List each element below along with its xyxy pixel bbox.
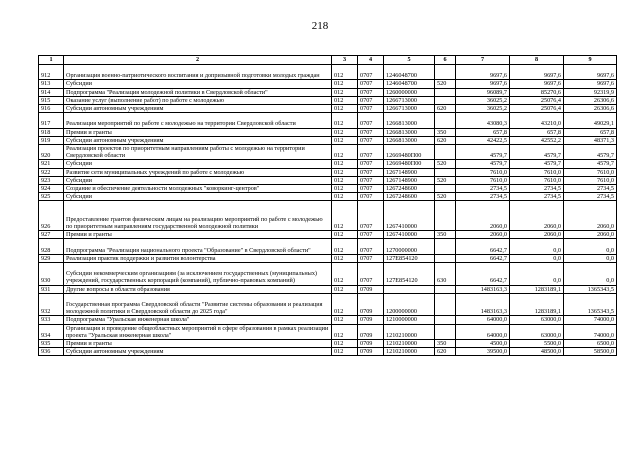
expense-type-cell — [435, 285, 456, 293]
ministry-code-cell: 012 — [332, 88, 358, 96]
section-code-cell: 0707 — [358, 201, 384, 231]
expense-type-cell — [435, 96, 456, 104]
target-article-cell: 1200000000 — [384, 293, 435, 316]
amount-year1-cell: 4500,0 — [456, 340, 510, 348]
target-article-cell: 1266813000 — [384, 128, 435, 136]
row-number-cell: 913 — [39, 80, 64, 88]
section-code-cell: 0709 — [358, 348, 384, 356]
amount-year2-cell: 0,0 — [510, 263, 564, 286]
expense-type-cell: 520 — [435, 160, 456, 168]
row-number-cell: 928 — [39, 239, 64, 254]
target-article-cell: 1210000000 — [384, 316, 435, 324]
expense-type-cell: 520 — [435, 193, 456, 201]
expense-type-cell — [435, 168, 456, 176]
amount-year1-cell: 657,8 — [456, 128, 510, 136]
header-cell: 9 — [564, 56, 617, 65]
table-row — [39, 324, 617, 339]
table-row — [39, 145, 617, 160]
amount-year2-cell: 63000,0 — [510, 324, 564, 339]
amount-year2-cell: 1283189,1 — [510, 285, 564, 293]
section-code-cell: 0709 — [358, 285, 384, 293]
expense-type-cell — [435, 113, 456, 128]
target-article-cell: 1260000000 — [384, 88, 435, 96]
target-article-cell: 1246048700 — [384, 65, 435, 80]
section-code-cell: 0707 — [358, 128, 384, 136]
table-row — [39, 316, 617, 324]
amount-year2-cell: 25076,4 — [510, 105, 564, 113]
table-row — [39, 65, 617, 80]
row-number-cell: 920 — [39, 145, 64, 160]
amount-year3-cell: 9697,6 — [564, 80, 617, 88]
ministry-code-cell: 012 — [332, 96, 358, 104]
amount-year2-cell: 9697,6 — [510, 65, 564, 80]
target-article-cell: 1267410000 — [384, 231, 435, 239]
ministry-code-cell: 012 — [332, 105, 358, 113]
amount-year3-cell: 2060,0 — [564, 201, 617, 231]
table-row — [39, 285, 617, 293]
header-cell: 1 — [39, 56, 64, 65]
row-name-cell: Субсидии — [64, 193, 332, 201]
row-name-cell: Реализация практик поддержки и развития волонтерства — [64, 254, 332, 262]
row-name-cell: Реализация проектов по приоритетным направлениям работы с молодежью на территории Свердловской области — [64, 145, 332, 160]
expense-type-cell: 350 — [435, 128, 456, 136]
row-name-cell: Премии и гранты — [64, 340, 332, 348]
header-cell: 6 — [435, 56, 456, 65]
row-number-cell: 931 — [39, 285, 64, 293]
row-name-cell: Субсидии автономным учреждениям — [64, 136, 332, 144]
target-article-cell: 1267148900 — [384, 168, 435, 176]
table-row — [39, 176, 617, 184]
amount-year3-cell: 0,0 — [564, 263, 617, 286]
amount-year1-cell: 36025,2 — [456, 105, 510, 113]
amount-year3-cell: 74000,0 — [564, 316, 617, 324]
ministry-code-cell: 012 — [332, 145, 358, 160]
row-name-cell: Организация военно-патриотического воспитания и допризывной подготовки молодых граждан — [64, 65, 332, 80]
target-article-cell: 1266713000 — [384, 96, 435, 104]
expense-type-cell — [435, 316, 456, 324]
ministry-code-cell: 012 — [332, 185, 358, 193]
amount-year2-cell: 7610,0 — [510, 176, 564, 184]
table-row — [39, 105, 617, 113]
row-name-cell: Субсидии автономным учреждениям — [64, 348, 332, 356]
target-article-cell: 1267248600 — [384, 193, 435, 201]
expense-type-cell — [435, 324, 456, 339]
row-name-cell: Подпрограмма "Реализация молодежной политики в Свердловской области" — [64, 88, 332, 96]
ministry-code-cell: 012 — [332, 239, 358, 254]
expense-type-cell: 350 — [435, 231, 456, 239]
amount-year1-cell: 39500,0 — [456, 348, 510, 356]
row-number-cell: 919 — [39, 136, 64, 144]
row-number-cell: 929 — [39, 254, 64, 262]
amount-year2-cell: 657,8 — [510, 128, 564, 136]
expense-type-cell — [435, 254, 456, 262]
row-name-cell: Подпрограмма "Реализация национального проекта "Образование" в Свердловской области" — [64, 239, 332, 254]
ministry-code-cell: 012 — [332, 293, 358, 316]
amount-year1-cell: 7610,0 — [456, 168, 510, 176]
amount-year3-cell: 7610,0 — [564, 176, 617, 184]
table-row — [39, 160, 617, 168]
section-code-cell: 0709 — [358, 340, 384, 348]
section-code-cell: 0707 — [358, 254, 384, 262]
table-row — [39, 193, 617, 201]
amount-year3-cell: 74000,0 — [564, 324, 617, 339]
amount-year2-cell: 1283189,1 — [510, 293, 564, 316]
section-code-cell: 0707 — [358, 113, 384, 128]
amount-year2-cell: 48500,0 — [510, 348, 564, 356]
table-row — [39, 88, 617, 96]
amount-year3-cell: 0,0 — [564, 254, 617, 262]
expense-type-cell — [435, 239, 456, 254]
section-code-cell: 0707 — [358, 65, 384, 80]
amount-year3-cell: 7610,0 — [564, 168, 617, 176]
target-article-cell: 127E854120 — [384, 254, 435, 262]
table-row — [39, 254, 617, 262]
target-article-cell: 12669480П00 — [384, 145, 435, 160]
table-row — [39, 293, 617, 316]
row-number-cell: 933 — [39, 316, 64, 324]
header-cell: 8 — [510, 56, 564, 65]
ministry-code-cell: 012 — [332, 113, 358, 128]
section-code-cell: 0707 — [358, 168, 384, 176]
row-number-cell: 925 — [39, 193, 64, 201]
expense-type-cell: 620 — [435, 136, 456, 144]
row-name-cell: Реализация мероприятий по работе с молодежью на территории Свердловской области — [64, 113, 332, 128]
row-name-cell: Подпрограмма "Уральская инженерная школа" — [64, 316, 332, 324]
amount-year2-cell: 5500,0 — [510, 340, 564, 348]
amount-year3-cell: 48371,3 — [564, 136, 617, 144]
amount-year2-cell: 4579,7 — [510, 145, 564, 160]
amount-year2-cell: 25076,4 — [510, 96, 564, 104]
target-article-cell: 12669480П00 — [384, 160, 435, 168]
amount-year1-cell: 1483163,3 — [456, 293, 510, 316]
amount-year2-cell: 7610,0 — [510, 168, 564, 176]
amount-year3-cell: 26306,6 — [564, 105, 617, 113]
amount-year3-cell: 26306,6 — [564, 96, 617, 104]
expense-type-cell — [435, 185, 456, 193]
ministry-code-cell: 012 — [332, 80, 358, 88]
amount-year2-cell: 0,0 — [510, 254, 564, 262]
ministry-code-cell: 012 — [332, 316, 358, 324]
amount-year3-cell: 9697,6 — [564, 65, 617, 80]
ministry-code-cell: 012 — [332, 263, 358, 286]
amount-year1-cell: 9697,6 — [456, 65, 510, 80]
row-name-cell: Премии и гранты — [64, 128, 332, 136]
amount-year2-cell: 42552,2 — [510, 136, 564, 144]
row-number-cell: 932 — [39, 293, 64, 316]
expense-type-cell — [435, 293, 456, 316]
expense-type-cell — [435, 201, 456, 231]
target-article-cell: 1210210000 — [384, 340, 435, 348]
row-number-cell: 923 — [39, 176, 64, 184]
ministry-code-cell: 012 — [332, 348, 358, 356]
section-code-cell: 0707 — [358, 263, 384, 286]
row-name-cell: Премии и гранты — [64, 231, 332, 239]
expense-type-cell: 630 — [435, 263, 456, 286]
amount-year1-cell: 6642,7 — [456, 254, 510, 262]
expense-type-cell: 350 — [435, 340, 456, 348]
amount-year2-cell: 2734,5 — [510, 193, 564, 201]
row-name-cell: Субсидии автономным учреждениям — [64, 105, 332, 113]
ministry-code-cell: 012 — [332, 324, 358, 339]
row-name-cell: Субсидии — [64, 80, 332, 88]
row-number-cell: 930 — [39, 263, 64, 286]
row-name-cell: Государственная программа Свердловской области "Развитие системы образования и реализация молодежной политики в Свердловской области до 2025 года" — [64, 293, 332, 316]
amount-year2-cell: 0,0 — [510, 239, 564, 254]
amount-year1-cell: 1483163,3 — [456, 285, 510, 293]
target-article-cell: 1266813000 — [384, 113, 435, 128]
amount-year3-cell: 92319,9 — [564, 88, 617, 96]
section-code-cell: 0707 — [358, 176, 384, 184]
header-cell: 7 — [456, 56, 510, 65]
row-number-cell: 936 — [39, 348, 64, 356]
table-header-row — [39, 56, 617, 65]
amount-year2-cell: 2734,5 — [510, 185, 564, 193]
row-number-cell: 924 — [39, 185, 64, 193]
table-body — [39, 65, 617, 356]
ministry-code-cell: 012 — [332, 201, 358, 231]
expense-type-cell — [435, 88, 456, 96]
row-number-cell: 917 — [39, 113, 64, 128]
amount-year3-cell: 1365343,5 — [564, 293, 617, 316]
row-name-cell: Субсидии некоммерческим организациям (за исключением государственных (муниципальных) учреждений, государственных корпораций (компаний), публично-правовых компаний) — [64, 263, 332, 286]
amount-year3-cell: 2060,0 — [564, 231, 617, 239]
amount-year1-cell: 42422,5 — [456, 136, 510, 144]
amount-year2-cell: 2060,0 — [510, 231, 564, 239]
amount-year1-cell: 96089,7 — [456, 88, 510, 96]
row-name-cell: Создание и обеспечение деятельности молодежных "коворкинг-центров" — [64, 185, 332, 193]
amount-year1-cell: 9697,6 — [456, 80, 510, 88]
amount-year1-cell: 6642,7 — [456, 239, 510, 254]
row-number-cell: 935 — [39, 340, 64, 348]
target-article-cell: 1267248600 — [384, 185, 435, 193]
ministry-code-cell: 012 — [332, 340, 358, 348]
target-article-cell: 127E854120 — [384, 263, 435, 286]
section-code-cell: 0707 — [358, 80, 384, 88]
table-row — [39, 168, 617, 176]
budget-table — [38, 55, 617, 356]
row-number-cell: 927 — [39, 231, 64, 239]
amount-year1-cell: 2734,5 — [456, 193, 510, 201]
header-cell: 5 — [384, 56, 435, 65]
section-code-cell: 0707 — [358, 105, 384, 113]
header-cell: 3 — [332, 56, 358, 65]
ministry-code-cell: 012 — [332, 176, 358, 184]
row-number-cell: 912 — [39, 65, 64, 80]
amount-year3-cell: 657,8 — [564, 128, 617, 136]
section-code-cell: 0707 — [358, 88, 384, 96]
row-name-cell: Предоставление грантов физическим лицам на реализацию мероприятий по работе с молодежью по приоритетным направлениям государственной молодежной политики — [64, 201, 332, 231]
amount-year2-cell: 63000,0 — [510, 316, 564, 324]
row-number-cell: 915 — [39, 96, 64, 104]
section-code-cell: 0707 — [358, 239, 384, 254]
amount-year2-cell: 4579,7 — [510, 160, 564, 168]
amount-year3-cell: 0,0 — [564, 239, 617, 254]
target-article-cell: 1267148900 — [384, 176, 435, 184]
row-number-cell: 918 — [39, 128, 64, 136]
header-cell: 4 — [358, 56, 384, 65]
amount-year1-cell: 64000,0 — [456, 316, 510, 324]
table-row — [39, 340, 617, 348]
row-name-cell: Организация и проведение общеобластных мероприятий в сфере образования в рамках реализации проекта "Уральская инженерная школа" — [64, 324, 332, 339]
amount-year3-cell: 4579,7 — [564, 145, 617, 160]
table-row — [39, 136, 617, 144]
amount-year2-cell: 85270,6 — [510, 88, 564, 96]
ministry-code-cell: 012 — [332, 65, 358, 80]
ministry-code-cell: 012 — [332, 160, 358, 168]
amount-year1-cell: 2060,0 — [456, 231, 510, 239]
row-name-cell: Оказание услуг (выполнение работ) по работе с молодежью — [64, 96, 332, 104]
amount-year1-cell: 7610,0 — [456, 176, 510, 184]
section-code-cell: 0707 — [358, 160, 384, 168]
target-article-cell — [384, 285, 435, 293]
amount-year2-cell: 9697,6 — [510, 80, 564, 88]
expense-type-cell — [435, 145, 456, 160]
ministry-code-cell: 012 — [332, 254, 358, 262]
expense-type-cell: 520 — [435, 80, 456, 88]
table-row — [39, 96, 617, 104]
expense-type-cell — [435, 65, 456, 80]
section-code-cell: 0707 — [358, 231, 384, 239]
table-row — [39, 239, 617, 254]
amount-year2-cell: 2060,0 — [510, 201, 564, 231]
amount-year1-cell: 2734,5 — [456, 185, 510, 193]
section-code-cell: 0709 — [358, 293, 384, 316]
table-row — [39, 80, 617, 88]
section-code-cell: 0709 — [358, 324, 384, 339]
target-article-cell: 1246048700 — [384, 80, 435, 88]
amount-year1-cell: 4579,7 — [456, 145, 510, 160]
target-article-cell: 1270000000 — [384, 239, 435, 254]
target-article-cell: 1266813000 — [384, 136, 435, 144]
table-row — [39, 263, 617, 286]
row-name-cell: Развитие сети муниципальных учреждений по работе с молодежью — [64, 168, 332, 176]
amount-year1-cell: 2060,0 — [456, 201, 510, 231]
table-row — [39, 201, 617, 231]
expense-type-cell: 520 — [435, 176, 456, 184]
row-number-cell: 922 — [39, 168, 64, 176]
row-number-cell: 921 — [39, 160, 64, 168]
section-code-cell: 0707 — [358, 185, 384, 193]
row-number-cell: 916 — [39, 105, 64, 113]
table-row — [39, 231, 617, 239]
amount-year2-cell: 43210,0 — [510, 113, 564, 128]
amount-year3-cell: 58500,0 — [564, 348, 617, 356]
table-row — [39, 128, 617, 136]
amount-year1-cell: 64000,0 — [456, 324, 510, 339]
target-article-cell: 1267410000 — [384, 201, 435, 231]
table-row — [39, 348, 617, 356]
amount-year3-cell: 6500,0 — [564, 340, 617, 348]
ministry-code-cell: 012 — [332, 128, 358, 136]
amount-year3-cell: 49029,1 — [564, 113, 617, 128]
section-code-cell: 0707 — [358, 96, 384, 104]
target-article-cell: 1210210000 — [384, 348, 435, 356]
ministry-code-cell: 012 — [332, 136, 358, 144]
row-number-cell: 934 — [39, 324, 64, 339]
header-cell: 2 — [64, 56, 332, 65]
expense-type-cell: 620 — [435, 348, 456, 356]
amount-year1-cell: 36025,2 — [456, 96, 510, 104]
amount-year1-cell: 6642,7 — [456, 263, 510, 286]
table-row — [39, 113, 617, 128]
section-code-cell: 0707 — [358, 193, 384, 201]
target-article-cell: 1266713000 — [384, 105, 435, 113]
section-code-cell: 0709 — [358, 316, 384, 324]
table-row — [39, 185, 617, 193]
amount-year1-cell: 43080,3 — [456, 113, 510, 128]
ministry-code-cell: 012 — [332, 168, 358, 176]
section-code-cell: 0707 — [358, 145, 384, 160]
expense-type-cell: 620 — [435, 105, 456, 113]
row-number-cell: 926 — [39, 201, 64, 231]
amount-year3-cell: 2734,5 — [564, 185, 617, 193]
ministry-code-cell: 012 — [332, 231, 358, 239]
amount-year3-cell: 1365343,5 — [564, 285, 617, 293]
amount-year1-cell: 4579,7 — [456, 160, 510, 168]
row-name-cell: Субсидии — [64, 160, 332, 168]
ministry-code-cell: 012 — [332, 285, 358, 293]
row-name-cell: Субсидии — [64, 176, 332, 184]
amount-year3-cell: 2734,5 — [564, 193, 617, 201]
row-number-cell: 914 — [39, 88, 64, 96]
amount-year3-cell: 4579,7 — [564, 160, 617, 168]
row-name-cell: Другие вопросы в области образования — [64, 285, 332, 293]
section-code-cell: 0707 — [358, 136, 384, 144]
ministry-code-cell: 012 — [332, 193, 358, 201]
target-article-cell: 1210210000 — [384, 324, 435, 339]
page-number: 218 — [311, 20, 329, 32]
